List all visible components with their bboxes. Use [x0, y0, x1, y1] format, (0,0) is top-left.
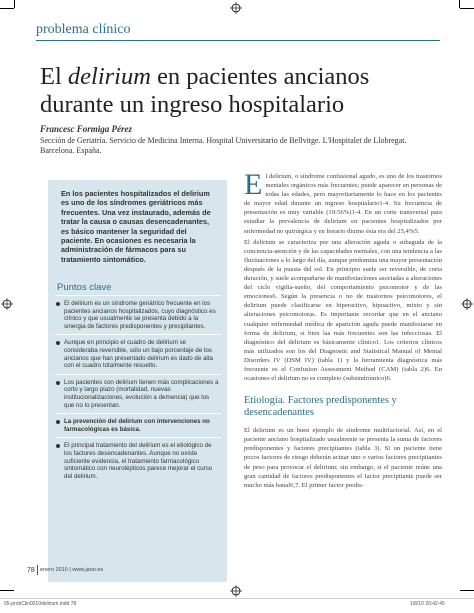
crop-mark [0, 590, 14, 591]
body-paragraph: El delirium, o síndrome confusional agudo, es uno de los trastornos mentales orgánicos más frecuentes; puede aparecer en personas de todas las edades, pero mayoritariamente lo hace en los pacientes de mayor edad durante un ingreso hospitalario1-4. Su frecuencia de presentación es muy variable (10-56%)1-4. En un corte transversal para estudiar la prevalencia de delirium en pacientes hospitalizados por enfermedad no quirúrgica y en horario diurno ésta era del 25,4%5. [244, 168, 442, 235]
folio-divider [37, 565, 38, 575]
bullet-icon [56, 302, 60, 306]
sidebar-intro: En los pacientes hospitalizados el delirium es uno de los síndromes geriátricos más frecuentes. Una vez instaurado, además de tratar la causa o causas desencadenantes, es básico mantener la seguridad del paciente. En ocasiones es necesaria la administración de fármacos para su tratamiento sintomático. [61, 189, 211, 264]
bullet-icon [56, 381, 60, 385]
drop-cap: E [244, 168, 263, 201]
timestamp-slug: 1/8/10 20:42:45 [410, 601, 445, 607]
file-slug: 05-probClin0010delirium.indd 78 [4, 601, 77, 607]
crop-mark [0, 8, 14, 9]
section-subheading: Etiología. Factores predisponentes y desencadenantes [244, 395, 397, 419]
section-label: problema clínico [36, 22, 131, 37]
slug-rule [0, 598, 474, 599]
journal-footer: enero 2010 | www.jano.es [40, 567, 104, 573]
bullet-icon [56, 341, 60, 345]
body-paragraph: El delirium se caracteriza por una alteración aguda o subaguda de la conciencia-atención y de las capacidades mentales, con una tendencia a las fluctuaciones a lo largo del día, aunque predomina una mayor presentación después de la puesta del sol. En principio suele ser reversible, de corta duración, y suele acompañarse de manifestaciones asociadas a alteraciones del ciclo vigilia-sueño, del comportamiento psicomotor y de las emociones6. Según la presencia o no de trastornos psicomotores, el delirium puede clasificarse en hiperactivo, hipoactivo, mixto y sin alteraciones psicomotoras. Es importante recordar que en el anciano cualquier enfermedad médica de aparición aguda puede manifestarse en forma de delirium, si bien las más frecuentes son las infecciosas. El diagnóstico del delirium es básicamente clínico1. Los criterios clínicos más utilizados son los del Diagnostic and Statistical Manual of Mental Disorders IV (DSM IV) (tabla 1) y la herramienta diagnóstica más frecuente es el Confusion Assessment Method (CAM) (tabla 2)6. En ocasiones el delirium no es completo (subsindrómico)6. [244, 238, 442, 383]
bullet-icon [56, 444, 60, 448]
registration-mark-icon [230, 2, 242, 14]
title-italic: delirium [67, 63, 151, 90]
body-paragraph: El delirium es un buen ejemplo de síndrome multifactorial. Así, en el paciente anciano hospitalizado usualmente se presenta la suma de factores predisponentes y factores precipitantes (tabla 3). Si un paciente tiene pocos factores de riesgo deberán actuar uno o varios factores precipitantes de peso para provocar el delirium; sin embargo, si el paciente reúne una gran cantidad de factores predisponentes el factor precipitante puede ser mucho más banal6,7. El primer factor predis- [244, 427, 442, 489]
crop-mark [460, 590, 474, 591]
key-point: El principal tratamiento del delirium es el etiológico de los factores desencadenantes. Aunque no existe suficiente evidencia, el tratamiento farmacológico sintomático con neurolépticos parece mejorar el curso del delirium. [55, 442, 221, 484]
crop-mark [460, 8, 474, 9]
key-point: La prevención del delirium con intervenciones no farmacológicas es básica. [55, 418, 221, 438]
crop-mark [14, 0, 15, 8]
key-point: Aunque en principio el cuadro de delirium se consideraba reversible, sólo un bajo porcentaje de los ancianos que han presentado delirium es dado de alta con el cuadro totalmente resuelto. [55, 339, 221, 374]
body-column [244, 168, 442, 492]
crop-mark [459, 0, 460, 8]
section-rule [36, 40, 440, 41]
key-points-list [55, 300, 221, 488]
registration-mark-icon [1, 298, 13, 310]
summary-sidebar [48, 180, 227, 582]
title-suffix: en pacientes ancianos durante un ingreso hospitalario [40, 63, 370, 118]
affiliation: Sección de Geriatría. Servicio de Medicina Interna. Hospital Universitario de Bellvitge. L'Hospitalet de Llobregat. Barcelona. España. [40, 136, 407, 155]
key-point: El delirium es un síndrome geriátrico frecuente en los pacientes ancianos hospitalizados, cuyo diagnóstico es clínico y que usualmente se presenta debido a la sinergia de factores predisponentes y precipitantes. [55, 300, 221, 335]
registration-mark-icon [461, 298, 473, 310]
section-header [36, 22, 440, 41]
title-prefix: El [40, 63, 68, 90]
bullet-icon [56, 420, 60, 424]
key-points-heading: Puntos clave [57, 282, 112, 293]
key-points-rule [55, 295, 221, 296]
article-title [40, 63, 440, 119]
registration-mark-icon [230, 585, 242, 597]
author: Francesc Formiga Pérez [40, 124, 132, 134]
key-point: Los pacientes con delirium tienen más complicaciones a corto y largo plazo (mortalidad, nuevas institucionalizaciones, evolución a demencia) que los que no lo presentan. [55, 379, 221, 414]
page-number: 78 [27, 567, 35, 574]
